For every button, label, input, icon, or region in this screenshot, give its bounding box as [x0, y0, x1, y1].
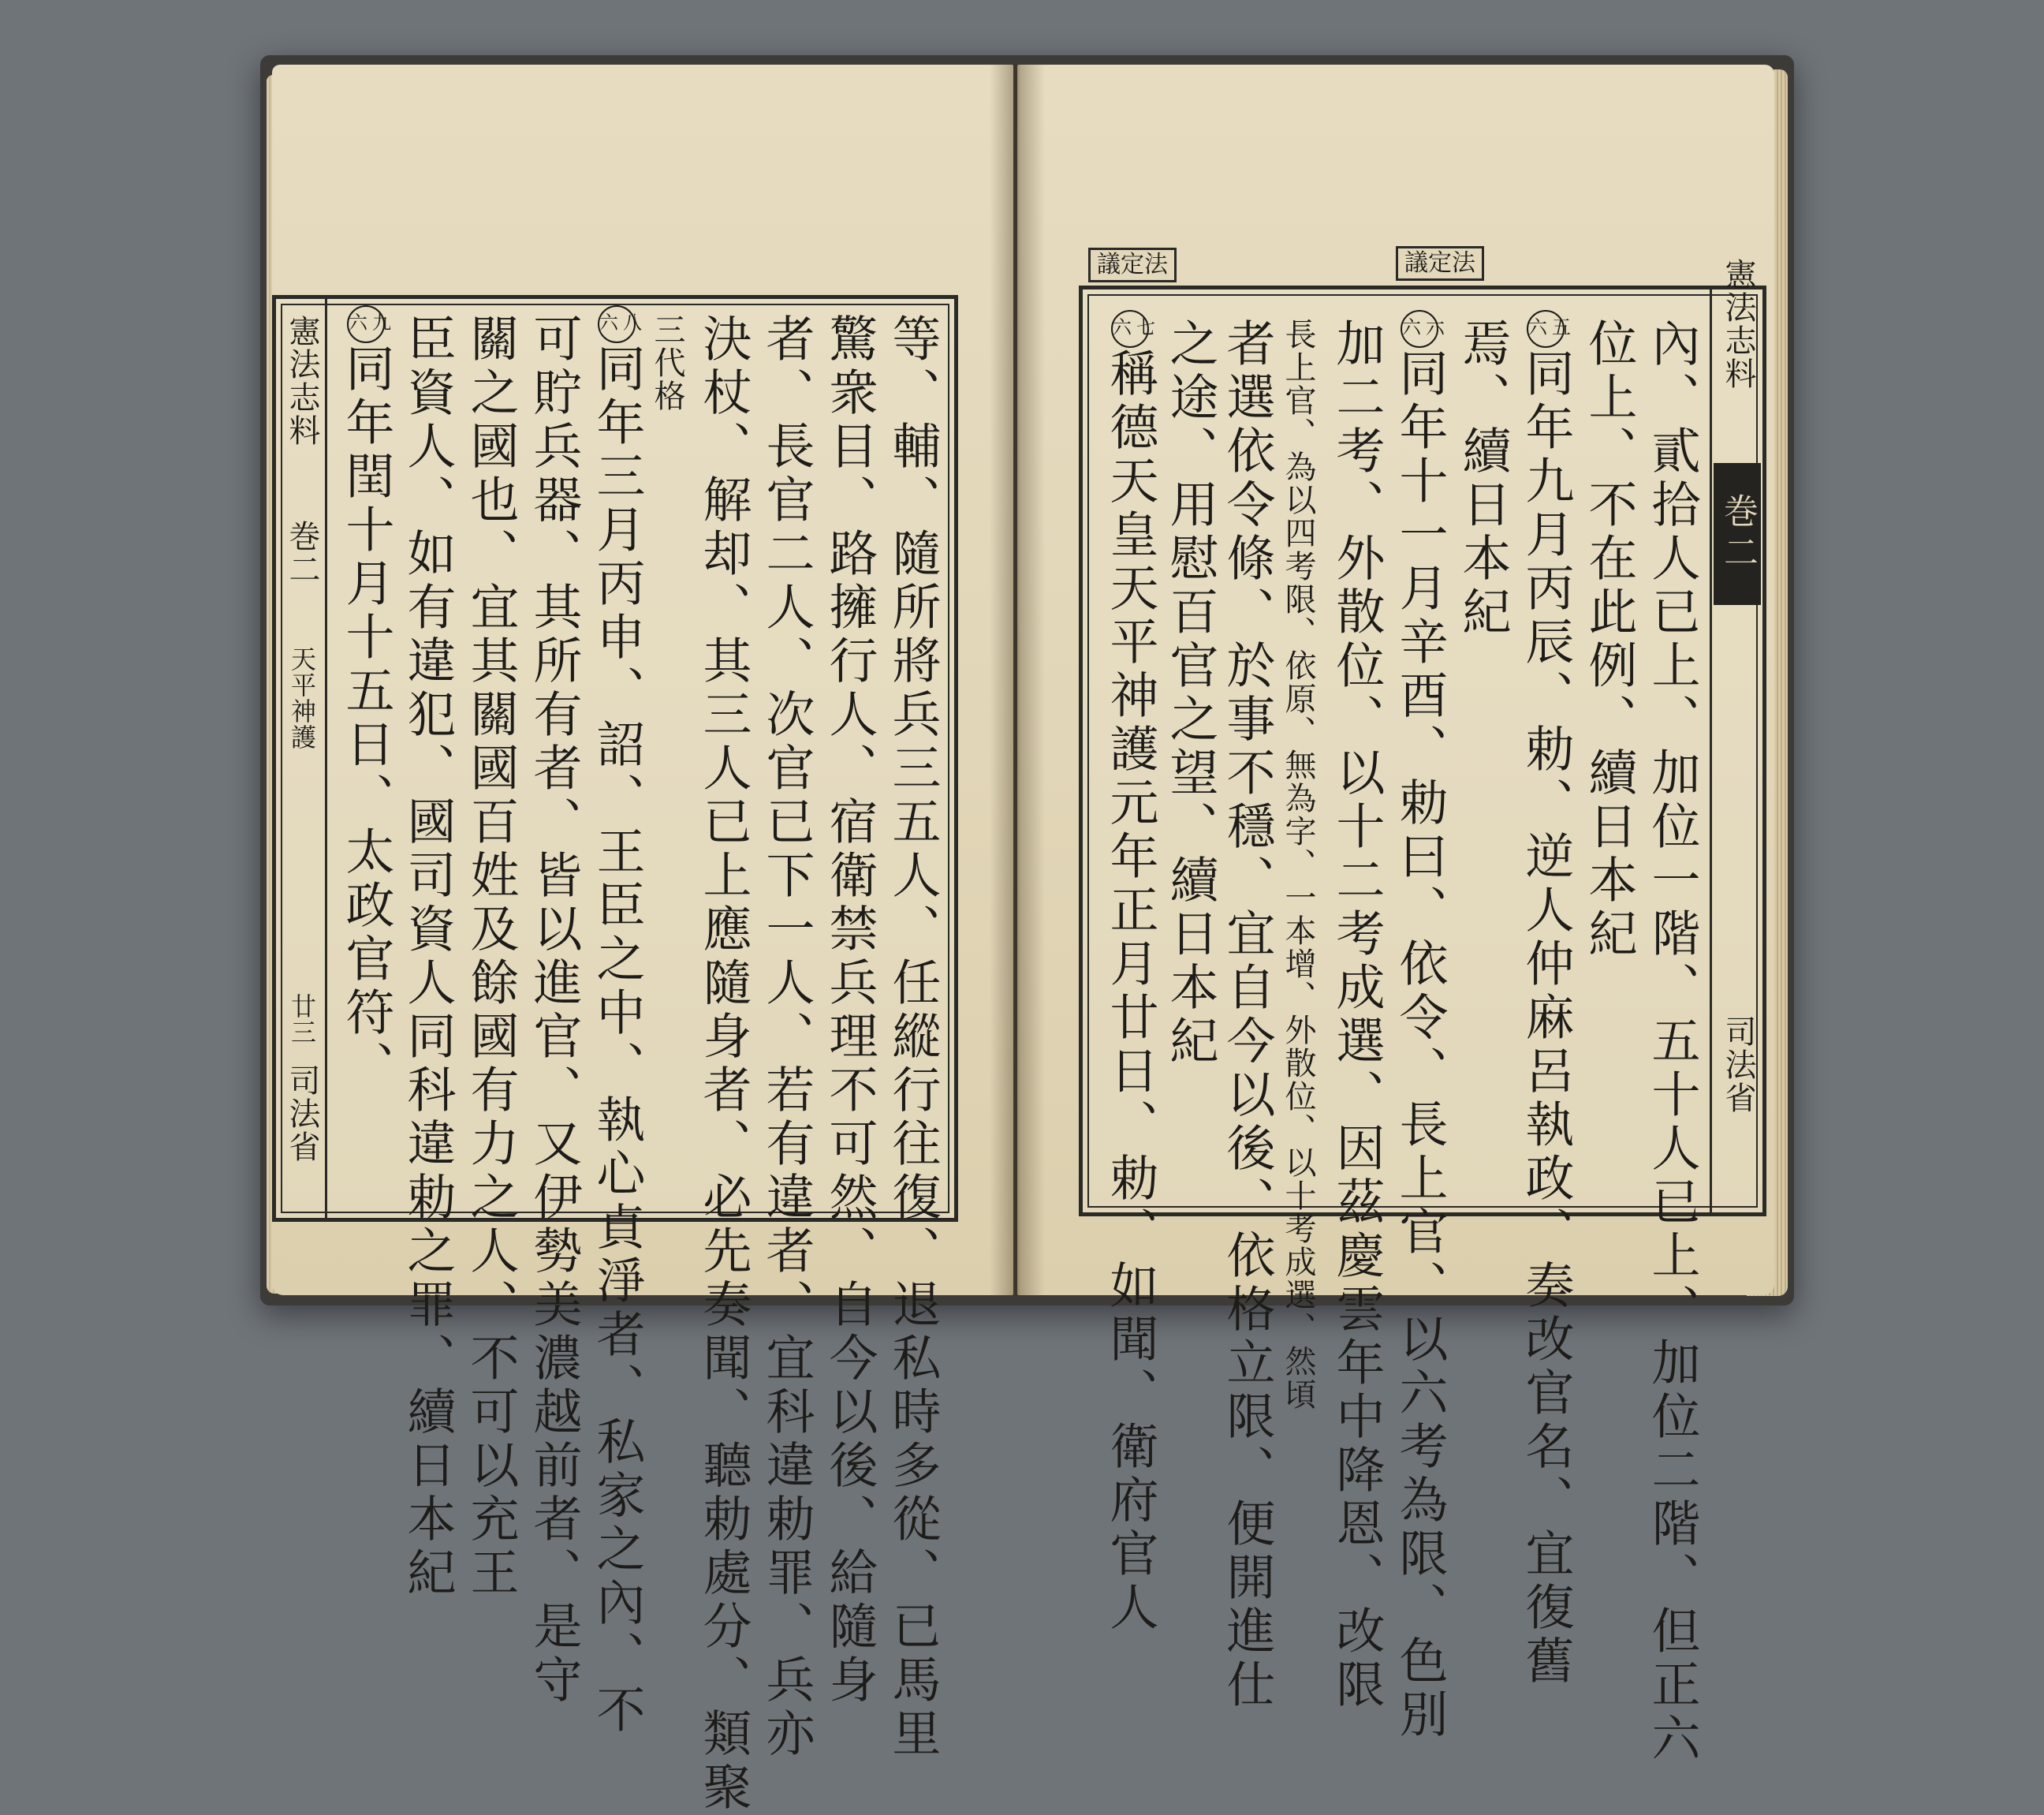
left-column-7: 可貯兵器、其所有者、皆以進官、又伊勢美濃越前者、是守: [525, 313, 583, 1708]
header-label-2: 議定法: [1396, 246, 1484, 281]
right-side-title: 憲法志料: [1720, 258, 1756, 390]
left-text-frame: [272, 295, 958, 1815]
right-column-6: 加二考、外散位、以十二考成選、因茲慶雲年中降恩、改限: [1328, 318, 1386, 1712]
left-column-6-text: 同年三月丙申、詔、王臣之中、執心貞淨者、私家之內、不: [588, 343, 646, 1738]
right-column-5-text: 同年十一月辛酉、勅曰、依令、長上官、以六考為限、色別: [1391, 348, 1449, 1742]
book-gutter: [990, 65, 1045, 1295]
right-page: [1017, 65, 1774, 1766]
left-column-10-text: 同年閏十月十五日、太政官符、: [338, 343, 395, 1094]
header-label-1: 議定法: [1088, 248, 1177, 282]
right-column-10-text: 稱德天皇天平神護元年正月廿日、勅、如聞、衛府官人: [1102, 348, 1159, 1635]
left-side-title: 憲法志料: [284, 315, 320, 447]
left-footer: 司法省: [284, 1064, 320, 1163]
left-column-3: 者、長官二人、次官已下一人、若有違者、宜科違勅罪、兵亦: [758, 313, 815, 1761]
right-column-7: 長上官、為以四考限、依原、無為字、一本增、外散位、以十考成選、然頃: [1280, 318, 1316, 1411]
left-column-4: 決杖、解却、其三人已上應隨身者、必先奏聞、聽勅處分、類聚: [695, 313, 752, 1815]
right-margin-rule: [1710, 289, 1712, 1212]
right-column-3-text: 同年九月丙辰、勅、逆人仲麻呂執政、奏改官名、宜復舊: [1517, 348, 1575, 1689]
entry-number-mark: 六八: [598, 305, 636, 343]
left-column-6: [588, 305, 647, 1738]
left-era-note: 天平神護: [287, 646, 317, 750]
right-footer: 司法省: [1720, 1015, 1756, 1115]
left-column-2: 驚衆目、路擁行人、宿衛禁兵理不可然、自今以後、給隨身: [821, 313, 878, 1708]
left-column-9: 臣資人、如有違犯、國司資人同科違勅之罪、續日本紀: [399, 313, 457, 1600]
entry-number-mark: 六七: [1111, 310, 1149, 348]
left-page: [272, 65, 1013, 1815]
right-column-9: 之途、用慰百官之望、續日本紀: [1162, 318, 1219, 1069]
left-volume: 巻二: [284, 520, 320, 586]
left-column-8: 關之國也、宜其關國百姓及餘國有力之人、不可以充王: [462, 313, 520, 1600]
right-column-2: 位上、不在此例、續日本紀: [1580, 318, 1638, 962]
left-column-1: 等、輔、隨所將兵三五人、任縱行往復、退私時多從、已馬里: [884, 313, 942, 1761]
right-column-5: [1391, 310, 1449, 1742]
right-column-10: [1102, 310, 1160, 1635]
left-column-10: [338, 305, 396, 1094]
left-column-5: 三代格: [649, 313, 685, 413]
right-column-8: 者選依令條、於事不穩、宜自今以後、依格立限、便開進仕: [1218, 318, 1276, 1712]
entry-number-mark: 六九: [347, 305, 385, 343]
right-column-1: 內、貳拾人已上、加位一階、五十人已上、加位二階、但正六: [1643, 318, 1701, 1766]
right-column-3: [1517, 310, 1576, 1689]
right-volume-tab: 巻二: [1714, 463, 1761, 605]
left-margin-rule: [325, 299, 327, 1218]
left-page-number: 廿三: [287, 993, 317, 1045]
entry-number-mark: 六五: [1527, 310, 1565, 348]
entry-number-mark: 六六: [1401, 310, 1438, 348]
right-column-4: 焉、續日本紀: [1454, 318, 1512, 640]
